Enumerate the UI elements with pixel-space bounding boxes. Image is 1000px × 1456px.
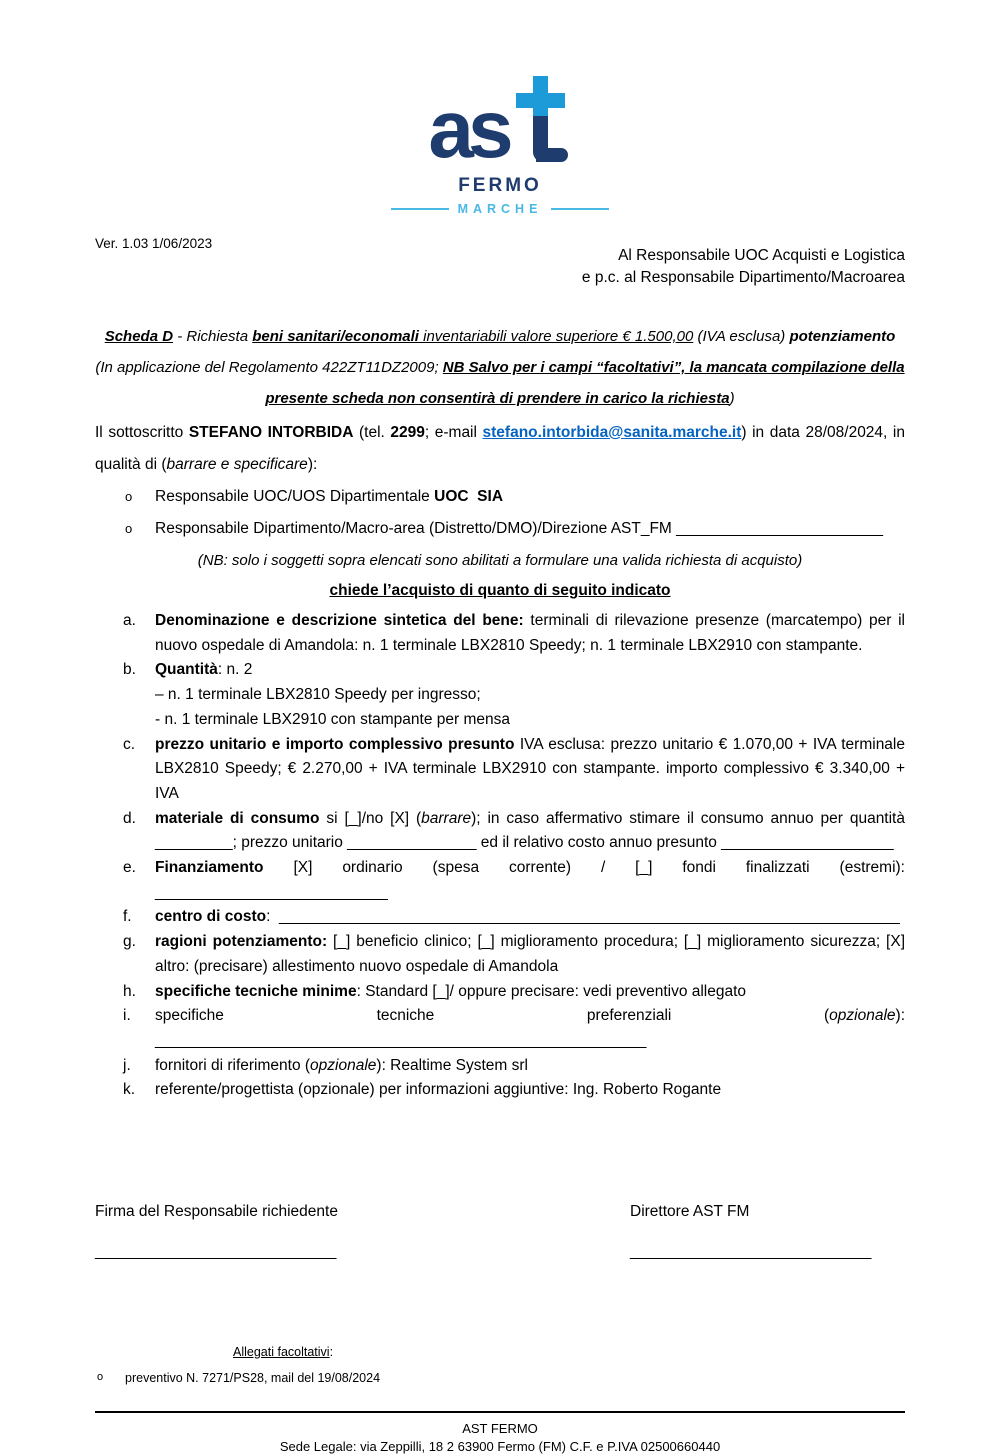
list-item-b <box>95 658 905 732</box>
item-a-text: terminali di rilevazione presenze (marcatempo) per il nuovo ospedale di Amandola: n. 1 terminale LBX2810 Speedy; n. 1 terminale LBX2910 con stampante. <box>155 612 910 654</box>
signature-director-line: ____________________________ <box>630 1243 872 1261</box>
signature-requester-label: Firma del Responsabile richiedente <box>95 1203 338 1221</box>
recipient-block <box>582 245 905 289</box>
intro-barrare: barrare e specificare <box>166 456 308 473</box>
item-b-line1 <box>155 658 905 683</box>
title-iva-esclusa: (IVA esclusa) <box>693 328 790 345</box>
item-c-text: IVA esclusa: prezzo unitario € 1.070,00 + IVA terminale LBX2810 Speedy; € 2.270,00 + IVA terminale LBX2910 con stampante. importo complessivo € 3.340,00 + IVA <box>155 735 910 802</box>
list-item-d <box>95 807 910 856</box>
item-g-letter: g. <box>123 933 136 951</box>
attachment-item-1-text: preventivo N. 7271/PS28, mail del 19/08/2024 <box>125 1371 381 1386</box>
signature-requester <box>95 1203 630 1261</box>
attachments-section <box>95 1345 905 1385</box>
item-j-text-1: fornitori di riferimento ( <box>155 1056 311 1074</box>
item-g-text: [_] beneficio clinico; [_] miglioramento procedura; [_] miglioramento sicurezza; [X] altro: (precisare) allestimento nuovo ospedale di Amandola <box>155 933 910 975</box>
title-scheda-d: Scheda D <box>104 328 174 345</box>
item-e-label: Finanziamento <box>155 859 264 877</box>
logo-fermo-text: FERMO <box>458 175 542 196</box>
item-d-letter: d. <box>123 809 136 827</box>
form-title-line-1 <box>95 321 905 352</box>
intro-text-5: ): <box>307 456 318 473</box>
item-c-label: prezzo unitario e importo complessivo presunto <box>155 735 515 753</box>
requester-phone: 2299 <box>390 424 425 441</box>
item-g-label: ragioni potenziamento: <box>155 933 328 951</box>
list-item-g <box>95 930 910 979</box>
role-option-uoc-text: Responsabile UOC/UOS Dipartimentale <box>155 488 435 505</box>
intro-text-1: Il sottoscritto <box>95 424 189 441</box>
footer-org-name: AST FERMO <box>462 1421 538 1437</box>
item-h-text: : Standard [_]/ oppure precisare: vedi preventivo allegato <box>356 982 747 1000</box>
plus-icon-horizontal <box>516 93 565 108</box>
item-k-letter: k. <box>123 1081 136 1099</box>
item-e-letter: e. <box>123 859 136 877</box>
list-item-j <box>95 1054 905 1079</box>
item-e-text: [X] ordinario (spesa corrente) / [_] fondi finalizzati (estremi): ___________________________ <box>155 859 910 901</box>
role-option-uoc <box>95 481 905 513</box>
intro-text-2: (tel. <box>353 424 391 441</box>
item-f-label: centro di costo <box>155 908 267 926</box>
intro-text-3: ; e-mail <box>424 424 483 441</box>
recipient-line-2: e p.c. al Responsabile Dipartimento/Macroarea <box>581 269 905 286</box>
requester-email-link[interactable]: stefano.intorbida@sanita.marche.it <box>482 424 742 441</box>
item-d-barrare: barrare <box>421 809 472 827</box>
signature-requester-line: ____________________________ <box>95 1243 337 1261</box>
version-label: Ver. 1.03 1/06/2023 <box>95 236 213 251</box>
title-richiesta: - Richiesta <box>173 328 253 345</box>
role-option-uoc-value: UOC SIA <box>434 488 504 505</box>
item-c-letter: c. <box>123 735 136 753</box>
intro-text-4: ) in data 28/08/2024, in qualità di ( <box>95 424 910 473</box>
request-items-list <box>95 609 910 1103</box>
item-i-letter: i. <box>123 1007 131 1025</box>
title-beni: beni sanitari/economali <box>252 328 419 345</box>
item-a-label: Denominazione e descrizione sintetica del bene: <box>155 612 524 629</box>
signature-director <box>630 1203 905 1261</box>
title-potenziamento: potenziamento <box>789 328 896 345</box>
item-d-text-1: si [_]/no [X] ( <box>319 809 422 827</box>
document-content <box>95 234 910 1456</box>
page-footer <box>95 1411 905 1456</box>
form-title <box>95 321 905 414</box>
item-b-line2: – n. 1 terminale LBX2810 Speedy per ingresso; <box>155 686 481 704</box>
request-heading: chiede l’acquisto di quanto di seguito indicato <box>329 582 671 599</box>
form-title-line-3 <box>95 383 905 414</box>
item-i-text-1: specifiche tecniche preferenziali ( <box>155 1007 830 1025</box>
marche-line-left <box>391 208 449 210</box>
item-a-letter: a. <box>123 612 136 629</box>
marche-line-right <box>551 208 609 210</box>
logo-marche-text: MARCHE <box>457 202 543 216</box>
title-regolamento: (In applicazione del Regolamento 422ZT11DZ2009; <box>95 359 443 376</box>
item-b-letter: b. <box>123 661 136 679</box>
item-j-opzionale: opzionale <box>310 1056 377 1074</box>
attachments-title-text: Allegati facoltativi <box>233 1345 330 1360</box>
attachments-title-colon: : <box>329 1345 334 1360</box>
signature-section <box>95 1203 905 1261</box>
logo-marche-row <box>391 202 610 216</box>
list-item-k <box>95 1078 905 1103</box>
title-nb-warning-1: NB Salvo per i campi “facoltativi”, la mancata compilazione della <box>442 359 905 376</box>
list-item-h <box>95 980 905 1005</box>
signature-director-label: Direttore AST FM <box>630 1203 750 1221</box>
document-header <box>95 234 905 289</box>
item-d-label: materiale di consumo <box>155 809 320 827</box>
item-b-value: : n. 2 <box>217 661 253 679</box>
requester-name: STEFANO INTORBIDA <box>188 424 354 441</box>
attachment-item-1 <box>95 1371 905 1385</box>
item-h-label: specifiche tecniche minime <box>155 982 357 1000</box>
recipient-line-1: Al Responsabile UOC Acquisti e Logistica <box>618 247 905 264</box>
item-b-line3: - n. 1 terminale LBX2910 con stampante per mensa <box>155 710 510 728</box>
logo-as-text: as <box>428 84 508 176</box>
title-nb-warning-2: presente scheda non consentirà di prendere in carico la richiesta <box>265 390 730 407</box>
item-f-blank: : ________________________________________________________________________ <box>266 908 900 926</box>
item-i-opzionale: opzionale <box>829 1007 896 1025</box>
item-f-letter: f. <box>123 908 132 926</box>
list-item-a <box>95 609 910 658</box>
item-k-text: referente/progettista (opzionale) per informazioni aggiuntive: Ing. Roberto Rogante <box>155 1081 722 1099</box>
title-inventariabili: inventariabili valore superiore € 1.500,00 <box>418 328 694 345</box>
title-closing-paren: ) <box>729 390 735 407</box>
item-b-label: Quantità <box>155 661 218 679</box>
item-j-letter: j. <box>123 1056 131 1074</box>
form-title-line-2 <box>95 352 905 383</box>
logo-wordmark <box>428 76 571 176</box>
list-item-c <box>95 733 910 807</box>
role-option-dipartimento <box>95 513 905 545</box>
circle-bullet-icon: o <box>125 489 133 504</box>
list-item-f <box>95 905 905 930</box>
role-option-dipartimento-text: Responsabile Dipartimento/Macro-area (Distretto/DMO)/Direzione AST_FM <box>155 520 677 537</box>
item-i-blank: ): _________________________________________________________ <box>155 1007 910 1049</box>
role-option-dipartimento-blank: ________________________ <box>676 520 884 537</box>
attachments-title <box>95 1345 905 1359</box>
requester-paragraph <box>95 417 910 481</box>
logo-t-hook <box>536 148 568 162</box>
item-j-value: ): Realtime System srl <box>376 1056 528 1074</box>
circle-bullet-icon: o <box>125 521 133 536</box>
nb-note: (NB: solo i soggetti sopra elencati sono abilitati a formulare una valida richiesta di acquisto) <box>197 552 803 569</box>
logo-t-plus-icon <box>512 76 572 168</box>
footer-legal-address: Sede Legale: via Zeppilli, 18 2 63900 Fermo (FM) C.F. e P.IVA 02500660440 <box>279 1439 721 1455</box>
list-item-i <box>95 1004 910 1053</box>
circle-bullet-icon: o <box>97 1371 104 1384</box>
ast-fermo-logo <box>0 0 1000 216</box>
item-h-letter: h. <box>123 982 136 1000</box>
list-item-e <box>95 856 910 905</box>
item-d-text-2: ); in caso affermativo stimare il consumo annuo per quantità _________; prezzo unitario _______________ ed il relativo costo annuo presunto ____________________ <box>155 809 910 852</box>
